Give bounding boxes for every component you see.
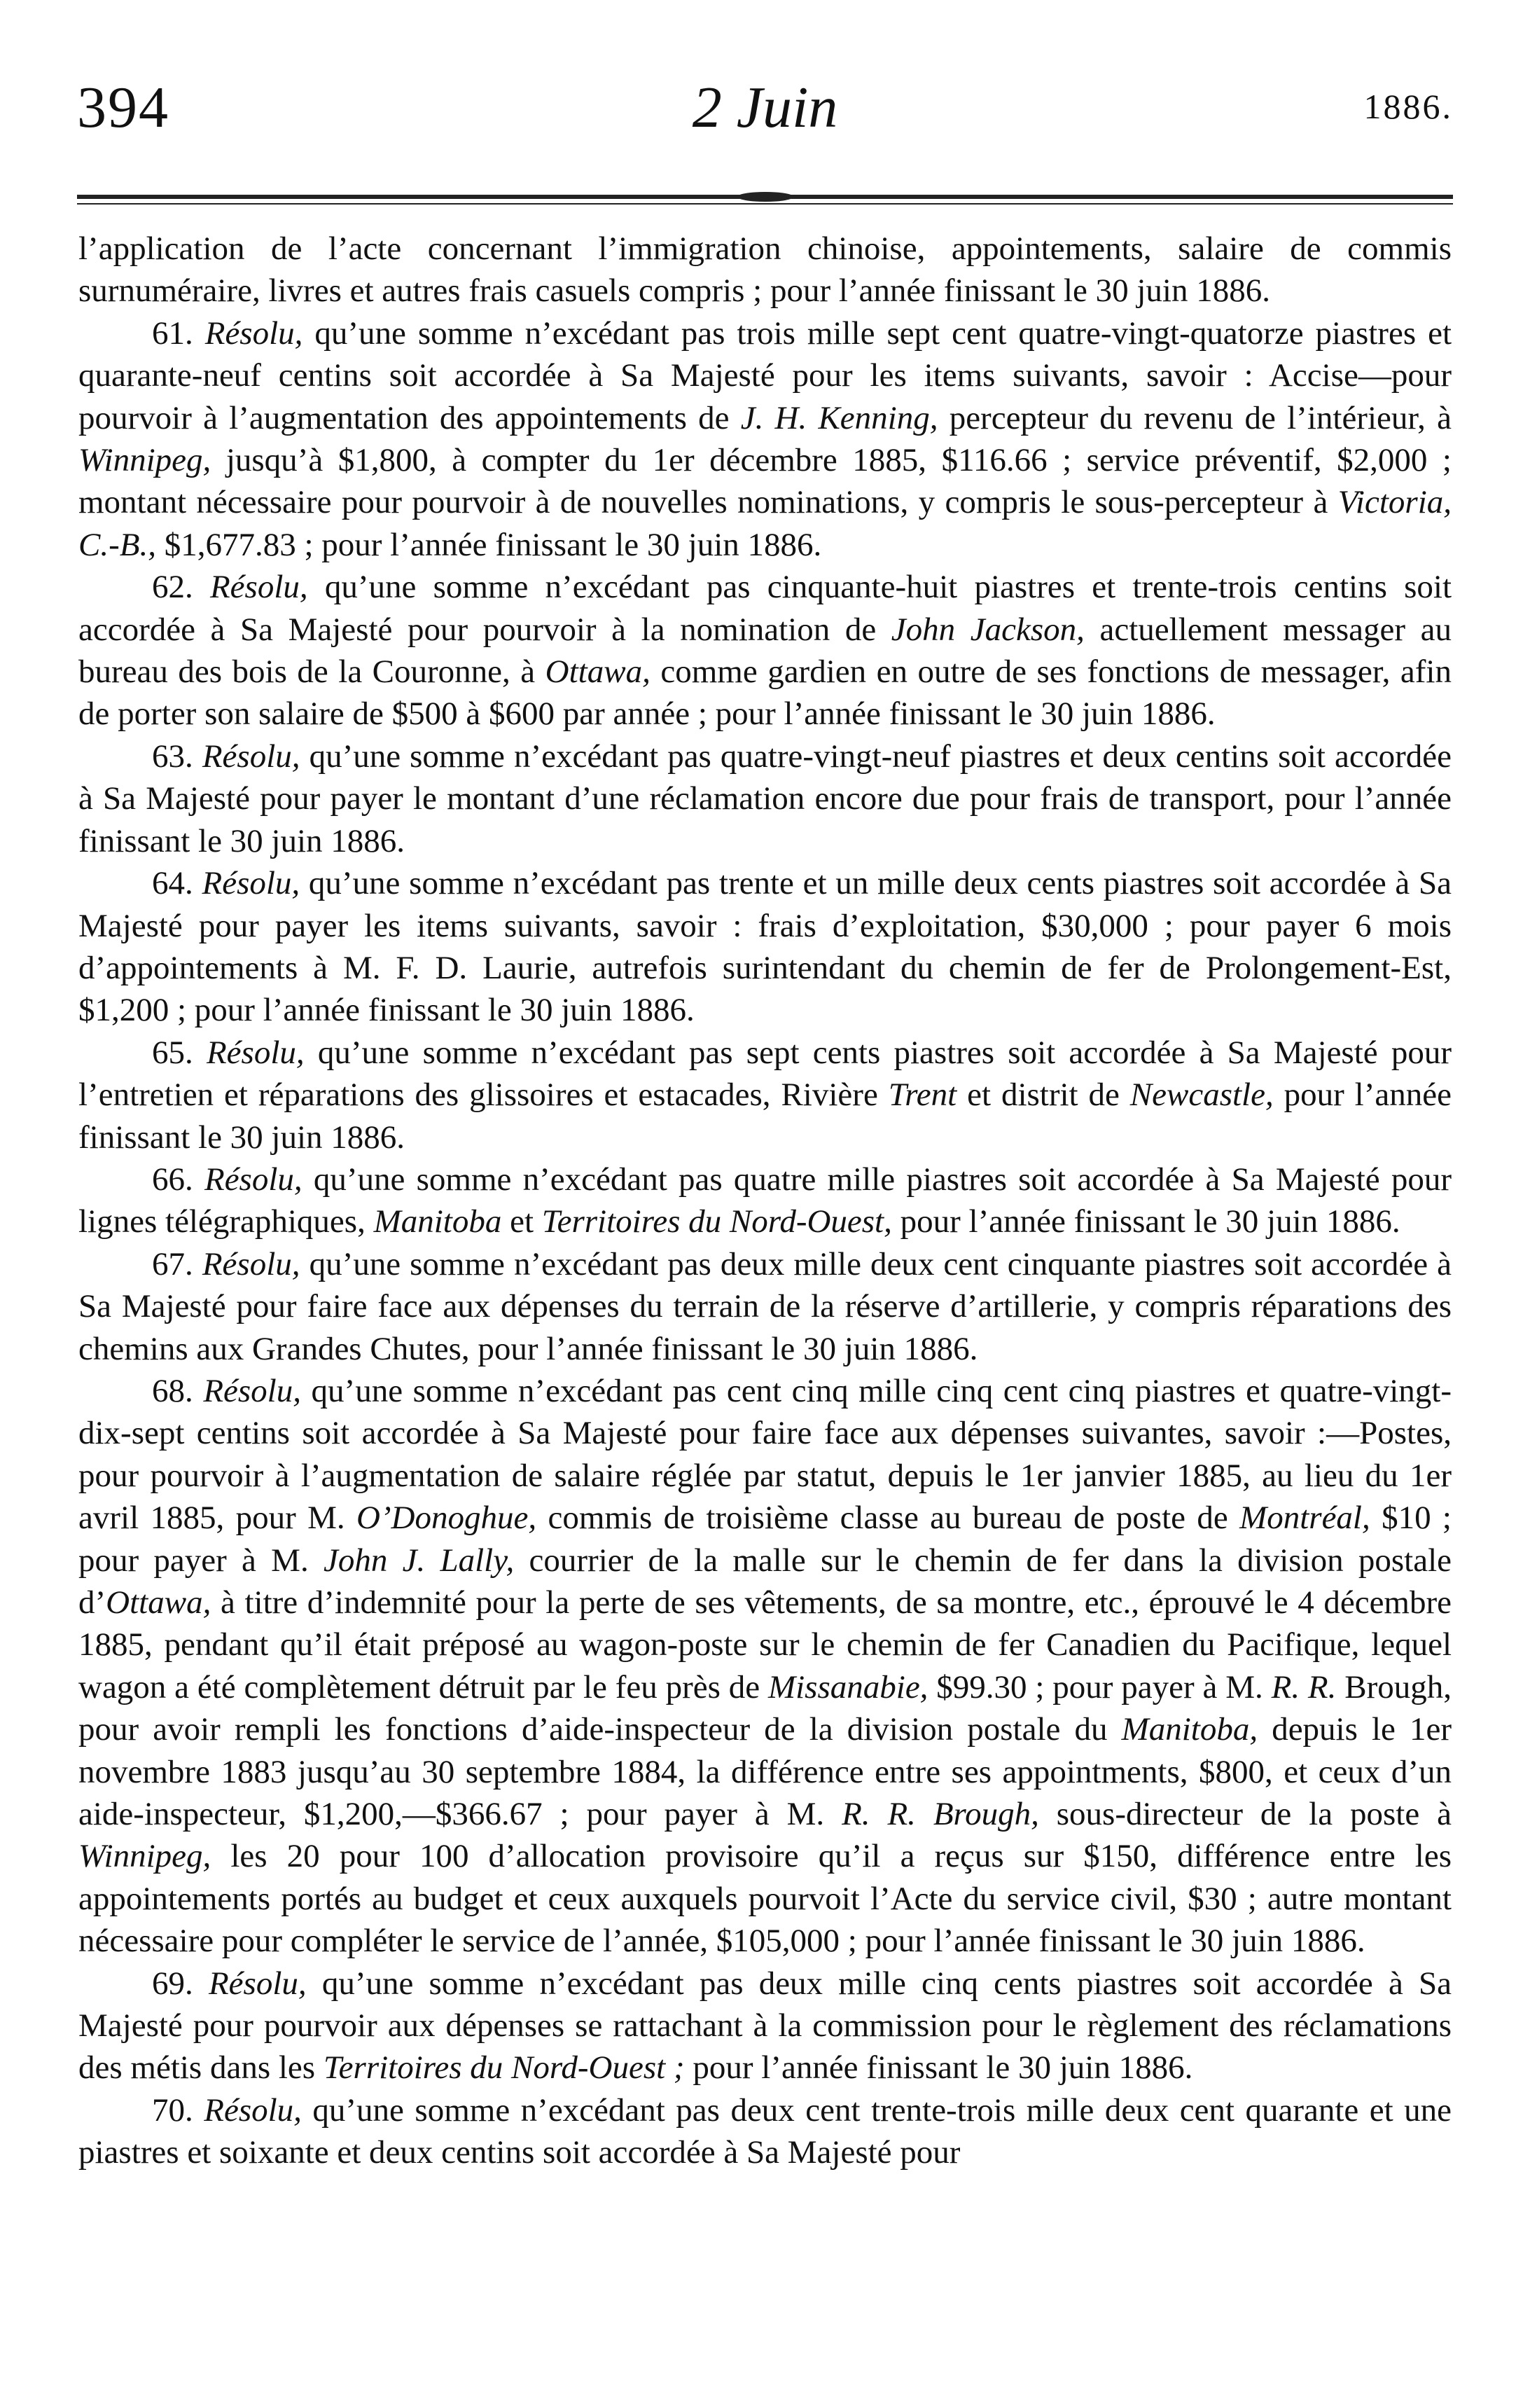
paragraph [78,228,1452,312]
italic-text: Victoria, C.-B., [78,484,1452,563]
italic-text: Territoires du Nord-Ouest, [541,1203,892,1240]
italic-text: Résolu, [209,569,308,606]
text: 69. [152,1965,209,2002]
page-header [77,74,1453,151]
paragraph [78,1963,1452,2089]
text: pour l’année finissant le 30 juin 1886. [684,2049,1193,2087]
paragraph [78,1032,1452,1158]
paragraph [78,2089,1452,2174]
text: 70. [152,2091,204,2129]
paragraph [78,1243,1452,1370]
text: commis de troisième classe au bureau de poste de [536,1500,1240,1537]
text: 65. [152,1034,207,1071]
italic-text: Résolu, [202,865,300,902]
text: 64. [152,865,202,902]
text: et distrit de [957,1077,1130,1114]
italic-text: Manitoba, [1121,1711,1258,1748]
text: qu’une somme n’excédant pas quatre-vingt-neuf piastres et deux centins soit accordée à Sa Majesté pour payer le montant d’une réclamation encore due pour frais de transport, pour l’année finissant le 30 juin 1886. [78,738,1452,859]
italic-text: Ottawa, [106,1584,211,1621]
italic-text: Résolu, [204,314,303,352]
italic-text: Newcastle, [1129,1077,1274,1114]
italic-text: R. R. Brough, [842,1796,1039,1833]
paragraph [78,862,1452,1032]
text: pour l’année finissant le 30 juin 1886. [78,1077,1452,1156]
paragraph [78,566,1452,735]
italic-text: Résolu, [204,1161,302,1198]
text: comme gardien en outre de ses fonctions de messager, afin de porter son salaire de $500 à $600 par année ; pour l’année finissant le 30 juin 1886. [78,653,1452,733]
text: 63. [152,738,202,775]
italic-text: Ottawa, [545,653,651,691]
page-number: 394 [77,75,169,140]
paragraph [78,1370,1452,1963]
text: qu’une somme n’excédant pas sept cents piastres soit accordée à Sa Majesté pour l’entretien et réparations des glissoires et estacades, Rivière [78,1034,1452,1114]
text: qu’une somme n’excédant pas quatre mille piastres soit accordée à Sa Majesté pour lignes télégraphiques, [78,1161,1452,1240]
text: sous-directeur de la poste à [1038,1796,1452,1833]
page-year: 1886. [1363,87,1453,126]
italic-text: Résolu, [202,738,300,775]
italic-text: Trent [888,1077,957,1114]
text: percepteur du revenu de l’intérieur, à [938,399,1452,436]
header-rule-thin [77,203,1453,205]
text: l’application de l’acte concernant l’immigration chinoise, appointements, salaire de commis surnuméraire, livres et autres frais casuels compris ; pour l’année finissant le 30 juin 1886. [78,230,1452,310]
italic-text: O’Donoghue, [356,1500,537,1537]
text: les 20 pour 100 d’allocation provisoire qu’il a reçus sur $150, différence entre les appointements portés au budget et ceux auxquels pourvoit l’Acte du service civil, $30 ; autre montant nécessaire pour compléter le service de l’année, $105,000 ; pour l’année finissant le 30 juin 1886. [78,1838,1452,1960]
italic-text: Résolu, [204,2091,302,2129]
italic-text: J. H. Kenning, [740,399,938,436]
text: qu’une somme n’excédant pas cinquante-huit piastres et trente-trois centins soit accordée à Sa Majesté pour pourvoir à la nomination de [78,569,1452,648]
italic-text: Résolu, [203,1372,301,1409]
italic-text: Territoires du Nord-Ouest ; [323,2049,685,2087]
text: 62. [152,569,210,606]
italic-text: R. R. [1271,1668,1337,1705]
italic-text: Winnipeg, [78,442,211,479]
text: $1,677.83 ; pour l’année finissant le 30 juin 1886. [155,526,822,563]
text: qu’une somme n’excédant pas deux cent trente-trois mille deux cent quarante et une piastres et soixante et deux centins soit accordée à Sa Majesté pour [78,2091,1452,2171]
text: pour l’année finissant le 30 juin 1886. [891,1203,1400,1240]
text: $10 ; pour payer à M. [78,1500,1452,1579]
header-rule [77,195,1453,201]
text: qu’une somme n’excédant pas trente et un mille deux cents piastres soit accordée à Sa Majesté pour payer les items suivants, savoir : frais d’exploitation, $30,000 ; pour payer 6 mois d’appointements à M. F. D. Laurie, autrefois surintendant du chemin de fer de Prolongement-Est, $1,200 ; pour l’année finissant le 30 juin 1886. [78,865,1452,1029]
italic-text: Missanabie, [767,1668,929,1705]
text: à titre d’indemnité pour la perte de ses vêtements, de sa montre, etc., éprouvé le 4 décembre 1885, pendant qu’il était préposé au wagon-poste sur le chemin de fer Canadien du Pacifique, lequel wagon a été complètement détruit par le feu près de [78,1584,1452,1705]
text: qu’une somme n’excédant pas deux mille cinq cents piastres soit accordée à Sa Majesté pour pourvoir aux dépenses se rattachant à la commission pour le règlement des réclamations des métis dans les [78,1965,1452,2087]
paragraph [78,735,1452,862]
italic-text: Manitoba [373,1203,502,1240]
italic-text: Résolu, [208,1965,307,2002]
text: jusqu’à $1,800, à compter du 1er décembre 1885, $116.66 ; service préventif, $2,000 ; montant nécessaire pour pourvoir à de nouvelles nominations, y compris le sous-percepteur à [78,442,1452,521]
text: qu’une somme n’excédant pas deux mille deux cent cinquante piastres soit accordée à Sa Majesté pour faire face aux dépenses du terrain de la réserve d’artillerie, y compris réparations des chemins aux Grandes Chutes, pour l’année finissant le 30 juin 1886. [78,1245,1452,1367]
text: 66. [152,1161,204,1198]
italic-text: John Jackson, [891,611,1085,648]
text: courrier de la malle sur le chemin de fer dans la division postale d’ [78,1542,1452,1621]
italic-text: Résolu, [202,1245,300,1282]
text: $99.30 ; pour payer à M. [928,1668,1272,1705]
text: 61. [152,314,205,352]
rule-ornament [737,192,793,202]
text: 68. [152,1372,204,1409]
paragraph [78,312,1452,566]
text: actuellement messager au bureau des bois de la Couronne, à [78,611,1452,691]
italic-text: Résolu, [206,1034,305,1071]
document-body [78,228,1452,2174]
text: qu’une somme n’excédant pas cent cinq mille cinq cent cinq piastres et quatre-vingt-dix-sept centins soit accordée à Sa Majesté pour faire face aux dépenses suivantes, savoir :—Postes, pour pourvoir à l’augmentation de salaire réglée par statut, depuis le 1er janvier 1885, au lieu du 1er avril 1885, pour M. [78,1372,1452,1537]
text: Brough, pour avoir rempli les fonctions d’aide-inspecteur de la division postale du [78,1668,1452,1748]
text: et [501,1203,542,1240]
italic-text: Winnipeg, [78,1838,211,1875]
paragraph [78,1158,1452,1243]
italic-text: John J. Lally, [323,1542,515,1579]
text: qu’une somme n’excédant pas trois mille sept cent quatre-vingt-quatorze piastres et quarante-neuf centins soit accordée à Sa Majesté pour les items suivants, savoir : Accise—pour pourvoir à l’augmentation des appointements de [78,314,1452,436]
text: depuis le 1er novembre 1883 jusqu’au 30 septembre 1884, la différence entre ses appointments, $800, et ceux d’un aide-inspecteur, $1,200,—$366.67 ; pour payer à M. [78,1711,1452,1833]
italic-text: Montréal, [1239,1500,1370,1537]
text: 67. [152,1245,202,1282]
page-date: 2 Juin [692,75,838,140]
